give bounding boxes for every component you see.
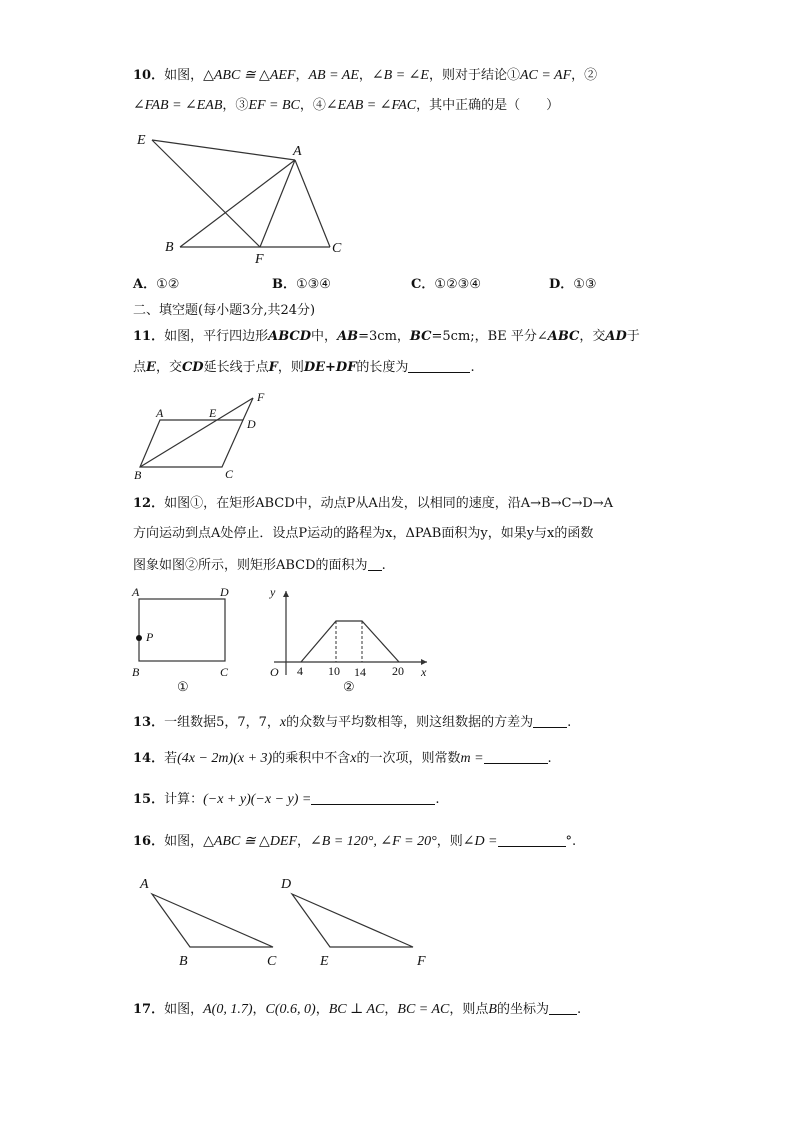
q11-text: 的长度为 xyxy=(356,360,409,375)
q17-math: A(0, 1.7) xyxy=(203,1002,253,1017)
q10-text: ① xyxy=(506,68,520,83)
q16-answer-blank[interactable] xyxy=(498,832,566,847)
q12-fig1-label-B: B xyxy=(132,665,140,679)
q12-label-x: x xyxy=(421,665,427,679)
q17-text: 如图， xyxy=(164,1002,204,1017)
q10-math: ∠FAB = ∠EAB xyxy=(133,98,223,113)
q16-triangle-ABC xyxy=(152,894,273,947)
q10-math: ∠EAB = ∠FAC xyxy=(325,98,417,113)
q16-label-D: D xyxy=(281,877,292,892)
q17-number: 17． xyxy=(133,1002,165,1017)
q10-line-1 xyxy=(133,67,597,85)
q17-math: C(0.6, 0) xyxy=(265,1002,316,1017)
q13-text: . xyxy=(567,715,572,730)
q10-label-C: C xyxy=(332,241,342,256)
q10-text: ， xyxy=(571,68,585,83)
q13-answer-blank[interactable] xyxy=(533,713,567,728)
q16-figure xyxy=(130,870,440,970)
q12-fig1-label-P: P xyxy=(146,630,154,644)
q12-text: 图象如图②所示，则矩形ABCD的面积为 xyxy=(133,558,368,573)
q12-tick-20: 20 xyxy=(392,664,404,678)
q16-math: △ABC ≅ △DEF xyxy=(203,834,298,849)
q10-line-2 xyxy=(133,97,559,115)
q14-text: 若 xyxy=(164,751,178,766)
q14-line xyxy=(133,749,552,768)
q14-number: 14． xyxy=(133,751,165,766)
q12-text: 如图①，在矩形ABCD中，动点P从A出发，以相同的速度，沿A→B→C→D→A xyxy=(164,496,614,511)
q10-segment-AC xyxy=(295,160,330,247)
q16-math: ∠D = xyxy=(462,834,498,849)
q14-math: m = xyxy=(460,751,484,766)
q10-text: ，④ xyxy=(299,98,326,113)
q11-math: DE+DF xyxy=(303,360,357,375)
q11-math: E xyxy=(146,360,156,375)
q16-label-A: A xyxy=(140,877,149,892)
q16-number: 16． xyxy=(133,834,165,849)
q16-text: 如图， xyxy=(164,834,204,849)
q10-text: 如图， xyxy=(164,68,204,83)
q16-label-B: B xyxy=(179,954,188,969)
q13-math: x xyxy=(279,715,287,730)
option-letter: B． xyxy=(272,277,296,292)
q13-text: 一组数据5，7，7， xyxy=(164,715,280,730)
q10-text: ② xyxy=(584,68,598,83)
q11-label-A: A xyxy=(156,406,164,420)
q12-number: 12． xyxy=(133,496,165,511)
q11-label-F: F xyxy=(257,390,265,404)
q13-line xyxy=(133,713,571,732)
q10-text: ，其中正确的是（ ） xyxy=(416,98,560,113)
q12-label-y: y xyxy=(270,585,276,599)
q11-label-C: C xyxy=(225,467,234,481)
q16-text: ， xyxy=(297,834,311,849)
q10-text: ，③ xyxy=(222,98,249,113)
q12-fig1-label-A: A xyxy=(132,585,140,599)
q11-math: F xyxy=(268,360,278,375)
q11-text: ，则 xyxy=(277,360,304,375)
q10-text: ， xyxy=(358,68,372,83)
q15-text: . xyxy=(435,792,440,807)
q11-text: 如图，平行四边形 xyxy=(164,329,269,344)
q12-figure-rectangle xyxy=(130,583,240,698)
q14-text: 的一次项，则常数 xyxy=(356,751,461,766)
q10-number: 10． xyxy=(133,68,165,83)
q17-text: ， xyxy=(384,1002,398,1017)
q12-line-1 xyxy=(133,495,613,513)
q12-fig1-caption: ① xyxy=(177,679,189,694)
q17-text: ， xyxy=(252,1002,266,1017)
option-text: ①③ xyxy=(573,277,597,292)
q10-segment-EA xyxy=(152,140,295,160)
q11-text: . xyxy=(470,360,475,375)
q16-math: ∠B = 120°, ∠F = 20° xyxy=(310,834,437,849)
q11-text: =5cm;，BE 平分∠ xyxy=(431,329,548,344)
option-text: ①② xyxy=(156,277,180,292)
q11-text: 延长线于点 xyxy=(203,360,269,375)
q16-text: ，则 xyxy=(436,834,463,849)
q11-text: 点 xyxy=(133,360,147,375)
q12-y-arrow xyxy=(283,591,289,597)
q11-math: ABC xyxy=(547,329,580,344)
q17-line xyxy=(133,1000,581,1019)
option-text: ①②③④ xyxy=(434,277,481,292)
option-letter: D． xyxy=(549,277,574,292)
q17-text: ， xyxy=(315,1002,329,1017)
section-title: 二、填空题(每小题3分,共24分) xyxy=(133,303,316,318)
q10-math: EF = BC xyxy=(248,98,300,113)
q11-number: 11． xyxy=(133,329,165,344)
q17-text: . xyxy=(577,1002,582,1017)
q10-math: AB = AE xyxy=(308,68,359,83)
q13-text: 的众数与平均数相等，则这组数据的方差为 xyxy=(286,715,534,730)
q16-triangle-DEF xyxy=(292,894,413,947)
q11-label-B: B xyxy=(134,468,142,482)
q12-tick-4: 4 xyxy=(297,664,303,678)
q17-answer-blank[interactable] xyxy=(549,1000,577,1015)
q16-label-E: E xyxy=(320,954,329,969)
q11-math: AB xyxy=(337,329,359,344)
q10-text: ，则对于结论 xyxy=(428,68,507,83)
q11-text: ，交 xyxy=(155,360,182,375)
q11-line-1 xyxy=(133,328,640,346)
q14-answer-blank[interactable] xyxy=(484,749,548,764)
q12-text: . xyxy=(381,558,386,573)
q10-option-d xyxy=(549,276,597,294)
q17-math: BC ⊥ AC xyxy=(328,1002,385,1017)
q11-text: =3cm， xyxy=(358,329,410,344)
q15-answer-blank[interactable] xyxy=(311,790,435,805)
q10-math: AC = AF xyxy=(519,68,572,83)
q15-text: 计算： xyxy=(164,792,204,807)
q15-number: 15． xyxy=(133,792,165,807)
q11-math: BC xyxy=(409,329,432,344)
q12-fig2-caption: ② xyxy=(343,679,355,694)
q12-text: 方向运动到点A处停止．设点P运动的路程为x，ΔPAB面积为y，如果y与x的函数 xyxy=(133,526,594,541)
q11-label-D: D xyxy=(247,417,256,431)
q12-line-3 xyxy=(133,556,386,575)
q14-math: x xyxy=(350,751,357,766)
q17-text: 的坐标为 xyxy=(496,1002,549,1017)
q14-text: 的乘积中不含 xyxy=(272,751,351,766)
q11-label-E: E xyxy=(209,406,217,420)
q12-answer-blank[interactable] xyxy=(368,556,382,571)
q12-fig1-label-D: D xyxy=(220,585,229,599)
q11-answer-blank[interactable] xyxy=(408,358,470,373)
q16-line xyxy=(133,832,576,851)
q11-text: 中， xyxy=(311,329,338,344)
q11-parallelogram xyxy=(140,420,243,467)
q12-label-O: O xyxy=(270,665,279,679)
q10-segment-EF xyxy=(152,140,260,247)
q12-graph-line xyxy=(301,621,399,662)
q11-math: AD xyxy=(605,329,627,344)
option-text: ①③④ xyxy=(296,277,331,292)
q11-text: ，交 xyxy=(579,329,606,344)
q12-tick-14: 14 xyxy=(354,665,366,679)
q14-text: . xyxy=(547,751,552,766)
option-letter: A． xyxy=(133,277,157,292)
q10-label-A: A xyxy=(293,144,302,159)
q11-math: CD xyxy=(181,360,204,375)
q10-label-E: E xyxy=(137,133,146,148)
q10-label-B: B xyxy=(165,240,174,255)
q17-math: BC = AC xyxy=(397,1002,450,1017)
q10-option-a xyxy=(133,276,179,294)
q10-figure xyxy=(130,125,360,265)
q11-figure xyxy=(130,388,280,480)
q12-figure-graph xyxy=(262,583,437,698)
q11-math: ABCD xyxy=(268,329,312,344)
q15-line xyxy=(133,790,440,809)
q15-math: (−x + y)(−x − y) = xyxy=(203,792,312,807)
q16-label-F: F xyxy=(417,954,426,969)
q12-point-P xyxy=(136,635,142,641)
q12-fig1-label-C: C xyxy=(220,665,229,679)
q12-tick-10: 10 xyxy=(328,664,340,678)
section-heading xyxy=(133,302,315,320)
q13-number: 13． xyxy=(133,715,165,730)
q10-math: △ABC ≅ △AEF xyxy=(203,68,296,83)
q17-text: ，则点 xyxy=(449,1002,489,1017)
q16-text: °. xyxy=(565,834,577,849)
q11-line-2 xyxy=(133,358,475,377)
q10-math: ∠B = ∠E xyxy=(371,68,429,83)
q10-option-b xyxy=(272,276,331,294)
option-letter: C． xyxy=(411,277,435,292)
q10-option-c xyxy=(411,276,481,294)
q10-label-F: F xyxy=(255,252,264,267)
q17-math: B xyxy=(488,1002,497,1017)
q14-math: (4x − 2m)(x + 3) xyxy=(177,751,273,766)
q11-text: 于 xyxy=(626,329,640,344)
q10-text: ， xyxy=(295,68,309,83)
q16-label-C: C xyxy=(267,954,277,969)
q12-line-2 xyxy=(133,525,593,543)
